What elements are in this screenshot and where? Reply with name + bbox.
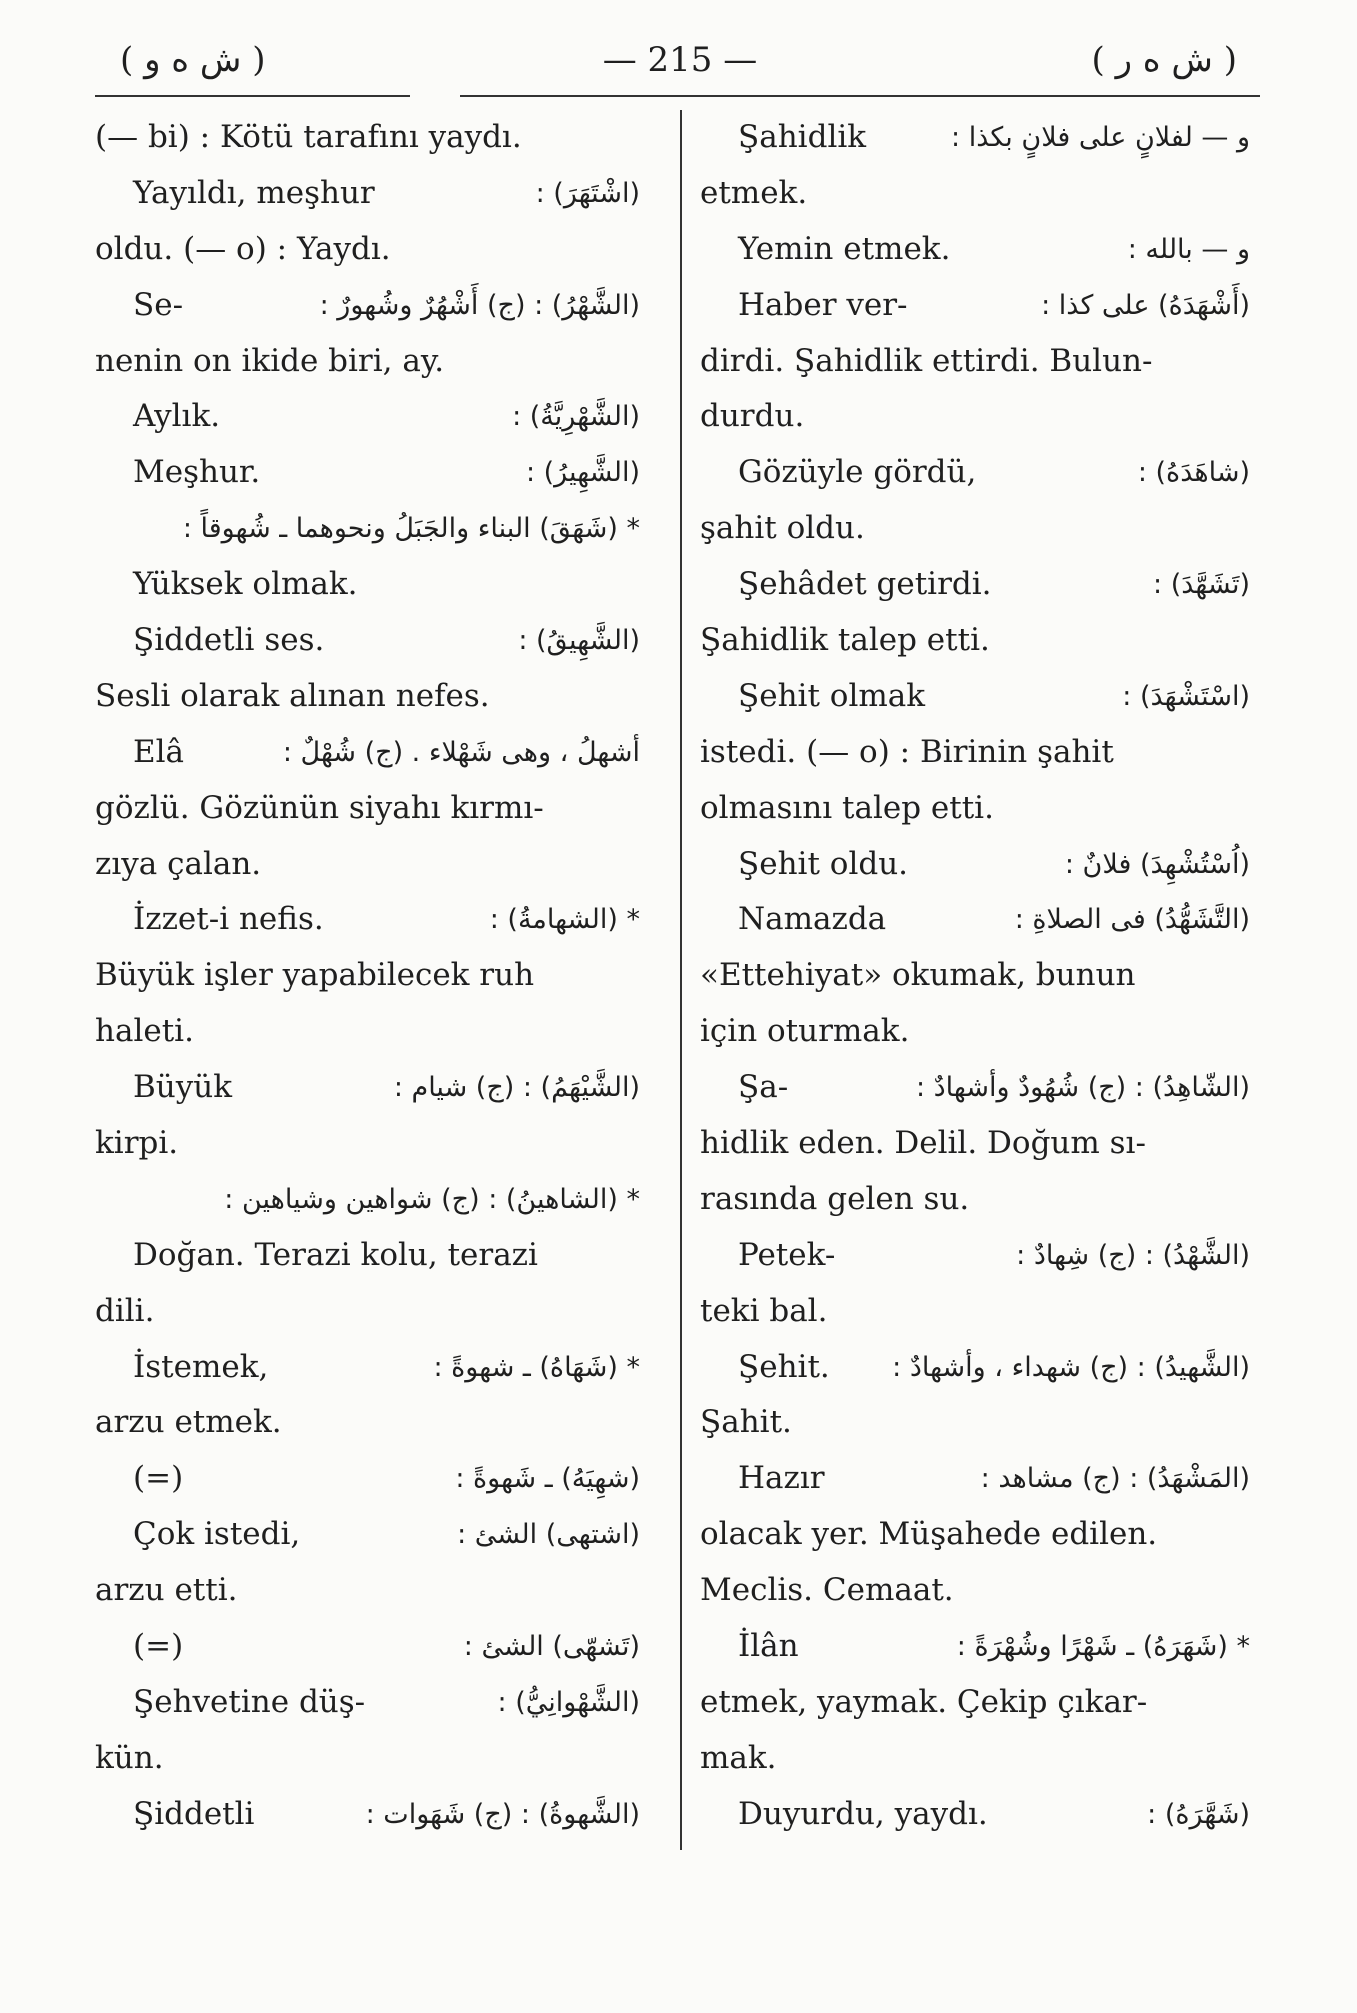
turkish-text: kün. — [95, 1739, 164, 1776]
entry-line — [700, 1563, 1250, 1619]
page-number: — 215 — — [602, 40, 758, 80]
entry-line — [95, 725, 640, 781]
entry-line — [95, 557, 640, 613]
turkish-text: Büyük işler yapabilecek ruh — [95, 957, 535, 994]
arabic-headword: (أَشْهَدَهُ) على كذا : — [1041, 289, 1250, 321]
turkish-text: (=) — [133, 1460, 184, 1497]
turkish-text: Şehâdet getirdi. — [738, 566, 992, 603]
entry-line — [700, 613, 1250, 669]
entry-line — [700, 166, 1250, 222]
arabic-headword: * (الشاهينُ) : (ج) شواهين وشياهين : — [224, 1183, 640, 1215]
entry-line — [700, 669, 1250, 725]
right-column — [700, 110, 1250, 1843]
arabic-headword: * (شَهَرَهُ) ـ شَهْرًا وشُهْرَةً : — [956, 1631, 1250, 1663]
header-rule-left — [95, 95, 410, 97]
header-rule-right — [460, 95, 1260, 97]
entry-line — [700, 1228, 1250, 1284]
entry-line — [95, 389, 640, 445]
arabic-headword: * (شَهَقَ) البناء والجَبَلُ ونحوهما ـ شُهوقاً : — [182, 513, 640, 545]
entry-line — [95, 1451, 640, 1507]
header-right-root: ( ش ه ر ) — [1091, 40, 1237, 80]
arabic-headword: (اشتهى) الشئ : — [457, 1519, 640, 1551]
arabic-headword: * (شَهَاهُ) ـ شهوةً : — [433, 1351, 640, 1383]
turkish-text: Meclis. Cemaat. — [700, 1572, 954, 1609]
turkish-text: Şahidlik — [738, 119, 867, 155]
entry-line — [700, 278, 1250, 334]
turkish-text: Şehit. — [738, 1348, 830, 1385]
turkish-text: nenin on ikide biri, ay. — [95, 342, 445, 379]
entry-line — [95, 781, 640, 837]
turkish-text: Petek- — [738, 1236, 836, 1273]
entry-line — [95, 669, 640, 725]
turkish-text: İzzet-i nefis. — [133, 901, 324, 938]
entry-line — [95, 222, 640, 278]
entry-line — [700, 1451, 1250, 1507]
entry-line — [95, 1060, 640, 1116]
arabic-headword: (اشْتَهَرَ) : — [535, 177, 640, 209]
turkish-text: etmek, yaymak. Çekip çıkar- — [700, 1683, 1148, 1720]
entry-line — [95, 501, 640, 557]
turkish-text: Şehit oldu. — [738, 845, 909, 882]
arabic-headword: (المَشْهَدُ) : (ج) مشاهد : — [980, 1463, 1250, 1495]
turkish-text: Şahit. — [700, 1404, 792, 1441]
turkish-text: arzu etti. — [95, 1572, 238, 1609]
turkish-text: Şiddetli ses. — [133, 622, 325, 659]
entry-line — [95, 892, 640, 948]
turkish-text: mak. — [700, 1739, 777, 1776]
entry-line — [700, 1116, 1250, 1172]
turkish-text: Büyük — [133, 1069, 233, 1106]
turkish-text: Yüksek olmak. — [133, 566, 358, 603]
arabic-headword: (الشَّهيدُ) : (ج) شهداء ، وأشهادٌ : — [892, 1351, 1250, 1383]
entry-line — [95, 278, 640, 334]
turkish-text: Gözüyle gördü, — [738, 454, 977, 491]
entry-line — [95, 613, 640, 669]
entry-line — [95, 445, 640, 501]
arabic-headword: * (الشهامةُ) : — [489, 904, 640, 936]
entry-line — [700, 389, 1250, 445]
turkish-text: arzu etmek. — [95, 1404, 282, 1441]
entry-line — [700, 1731, 1250, 1787]
entry-line — [700, 445, 1250, 501]
turkish-text: Doğan. Terazi kolu, terazi — [133, 1236, 538, 1273]
turkish-text: Sesli olarak alınan nefes. — [95, 677, 490, 714]
turkish-text: için oturmak. — [700, 1013, 910, 1050]
turkish-text: (=) — [133, 1628, 184, 1665]
arabic-headword: و — بالله : — [1127, 233, 1250, 265]
entry-line — [95, 1675, 640, 1731]
entry-line — [700, 1340, 1250, 1396]
turkish-text: haleti. — [95, 1013, 194, 1050]
turkish-text: rasında gelen su. — [700, 1180, 970, 1217]
header-left-root: ( ش ه و ) — [120, 40, 266, 80]
turkish-text: gözlü. Gözünün siyahı kırmı- — [95, 789, 544, 826]
entry-line — [700, 222, 1250, 278]
entry-line — [95, 1228, 640, 1284]
turkish-text: Şiddetli — [133, 1795, 255, 1832]
arabic-headword: (الشَّهِيقُ) : — [518, 625, 640, 657]
arabic-headword: (تَشهّى) الشئ : — [463, 1631, 640, 1663]
entry-line — [700, 781, 1250, 837]
turkish-text: Duyurdu, yaydı. — [738, 1795, 988, 1832]
arabic-headword: (شهِيَهُ) ـ شَهوةً : — [455, 1463, 640, 1495]
turkish-text: Haber ver- — [738, 286, 908, 323]
turkish-text: etmek. — [700, 174, 808, 211]
turkish-text: İstemek, — [133, 1348, 269, 1385]
arabic-headword: (الشَّهْرِيَّةُ) : — [512, 401, 640, 433]
entry-line — [700, 948, 1250, 1004]
turkish-text: Çok istedi, — [133, 1516, 301, 1553]
turkish-text: (— bi) : Kötü tarafını yaydı. — [95, 119, 522, 155]
entry-line — [700, 1004, 1250, 1060]
arabic-headword: (الشَّهِيرُ) : — [525, 457, 640, 489]
turkish-text: zıya çalan. — [95, 845, 262, 882]
turkish-text: Şehit olmak — [738, 677, 926, 714]
entry-line — [700, 1060, 1250, 1116]
entry-line — [700, 892, 1250, 948]
turkish-text: Namazda — [738, 901, 887, 938]
arabic-headword: (شَهَّرَهُ) : — [1147, 1798, 1250, 1830]
entry-line — [95, 1116, 640, 1172]
turkish-text: olmasını talep etti. — [700, 789, 994, 826]
entry-line — [95, 110, 640, 166]
arabic-headword: و — لفلانٍ على فلانٍ بكذا : — [951, 122, 1250, 153]
arabic-headword: (الشَّهْوانِيُّ) : — [497, 1686, 640, 1718]
entry-line — [95, 1563, 640, 1619]
turkish-text: Aylık. — [133, 398, 221, 435]
entry-line — [95, 1284, 640, 1340]
entry-line — [700, 110, 1250, 166]
entry-line — [95, 1340, 640, 1396]
turkish-text: oldu. (— o) : Yaydı. — [95, 230, 391, 267]
entry-line — [95, 1787, 640, 1843]
entry-line — [700, 1675, 1250, 1731]
turkish-text: Yemin etmek. — [738, 230, 951, 267]
entry-line — [700, 1787, 1250, 1843]
turkish-text: kirpi. — [95, 1125, 179, 1162]
entry-line — [700, 1619, 1250, 1675]
arabic-headword: (الشَّهْرُ) : (ج) أَشْهُرٌ وشُهورٌ : — [319, 289, 640, 321]
turkish-text: Şehvetine düş- — [133, 1683, 366, 1720]
arabic-headword: (اسْتَشْهَدَ) : — [1122, 680, 1250, 712]
turkish-text: dili. — [95, 1292, 155, 1329]
arabic-headword: (اُسْتُشْهِدَ) فلانٌ : — [1064, 848, 1250, 880]
entry-line — [700, 501, 1250, 557]
entry-line — [95, 1507, 640, 1563]
turkish-text: Elâ — [133, 733, 185, 770]
turkish-text: Şa- — [738, 1069, 789, 1106]
arabic-headword: (الشَّهوةُ) : (ج) شَهَوات : — [365, 1798, 640, 1830]
turkish-text: İlân — [738, 1628, 799, 1665]
turkish-text: Hazır — [738, 1460, 825, 1497]
column-divider — [680, 110, 682, 1850]
arabic-headword: (الشَّهْدُ) : (ج) شِهادٌ : — [1016, 1239, 1250, 1271]
entry-line — [700, 1284, 1250, 1340]
arabic-headword: (الشَّيْهَمُ) : (ج) شيام : — [393, 1072, 640, 1104]
turkish-text: hidlik eden. Delil. Doğum sı- — [700, 1125, 1146, 1162]
entry-line — [95, 837, 640, 893]
entry-line — [95, 948, 640, 1004]
turkish-text: Yayıldı, meşhur — [133, 174, 375, 211]
entry-line — [95, 1619, 640, 1675]
entry-line — [700, 557, 1250, 613]
turkish-text: şahit oldu. — [700, 510, 865, 547]
arabic-headword: (تَشَهَّدَ) : — [1153, 569, 1250, 601]
entry-line — [95, 166, 640, 222]
turkish-text: «Ettehiyat» okumak, bunun — [700, 957, 1136, 994]
turkish-text: teki bal. — [700, 1292, 828, 1329]
entry-line — [95, 1395, 640, 1451]
turkish-text: dirdi. Şahidlik ettirdi. Bulun- — [700, 342, 1153, 379]
turkish-text: olacak yer. Müşahede edilen. — [700, 1516, 1158, 1553]
entry-line — [700, 1507, 1250, 1563]
turkish-text: Şahidlik talep etti. — [700, 622, 990, 659]
entry-line — [95, 1004, 640, 1060]
turkish-text: Se- — [133, 286, 184, 323]
turkish-text: istedi. (— o) : Birinin şahit — [700, 733, 1114, 770]
entry-line — [95, 1172, 640, 1228]
arabic-headword: (الشّاهِدُ) : (ج) شُهُودٌ وأشهادٌ : — [915, 1072, 1250, 1104]
entry-line — [700, 334, 1250, 390]
turkish-text: durdu. — [700, 398, 805, 435]
turkish-text: Meşhur. — [133, 454, 261, 491]
entry-line — [95, 1731, 640, 1787]
entry-line — [700, 1395, 1250, 1451]
arabic-headword: (التَّشَهُّدُ) فى الصلاةِ : — [1014, 904, 1250, 936]
entry-line — [95, 334, 640, 390]
arabic-headword: (شاهَدَهُ) : — [1137, 457, 1250, 489]
entry-line — [700, 837, 1250, 893]
entry-line — [700, 1172, 1250, 1228]
arabic-headword: أشهلُ ، وهى شَهْلاء . (ج) شُهْلٌ : — [282, 736, 640, 768]
left-column — [95, 110, 640, 1843]
entry-line — [700, 725, 1250, 781]
